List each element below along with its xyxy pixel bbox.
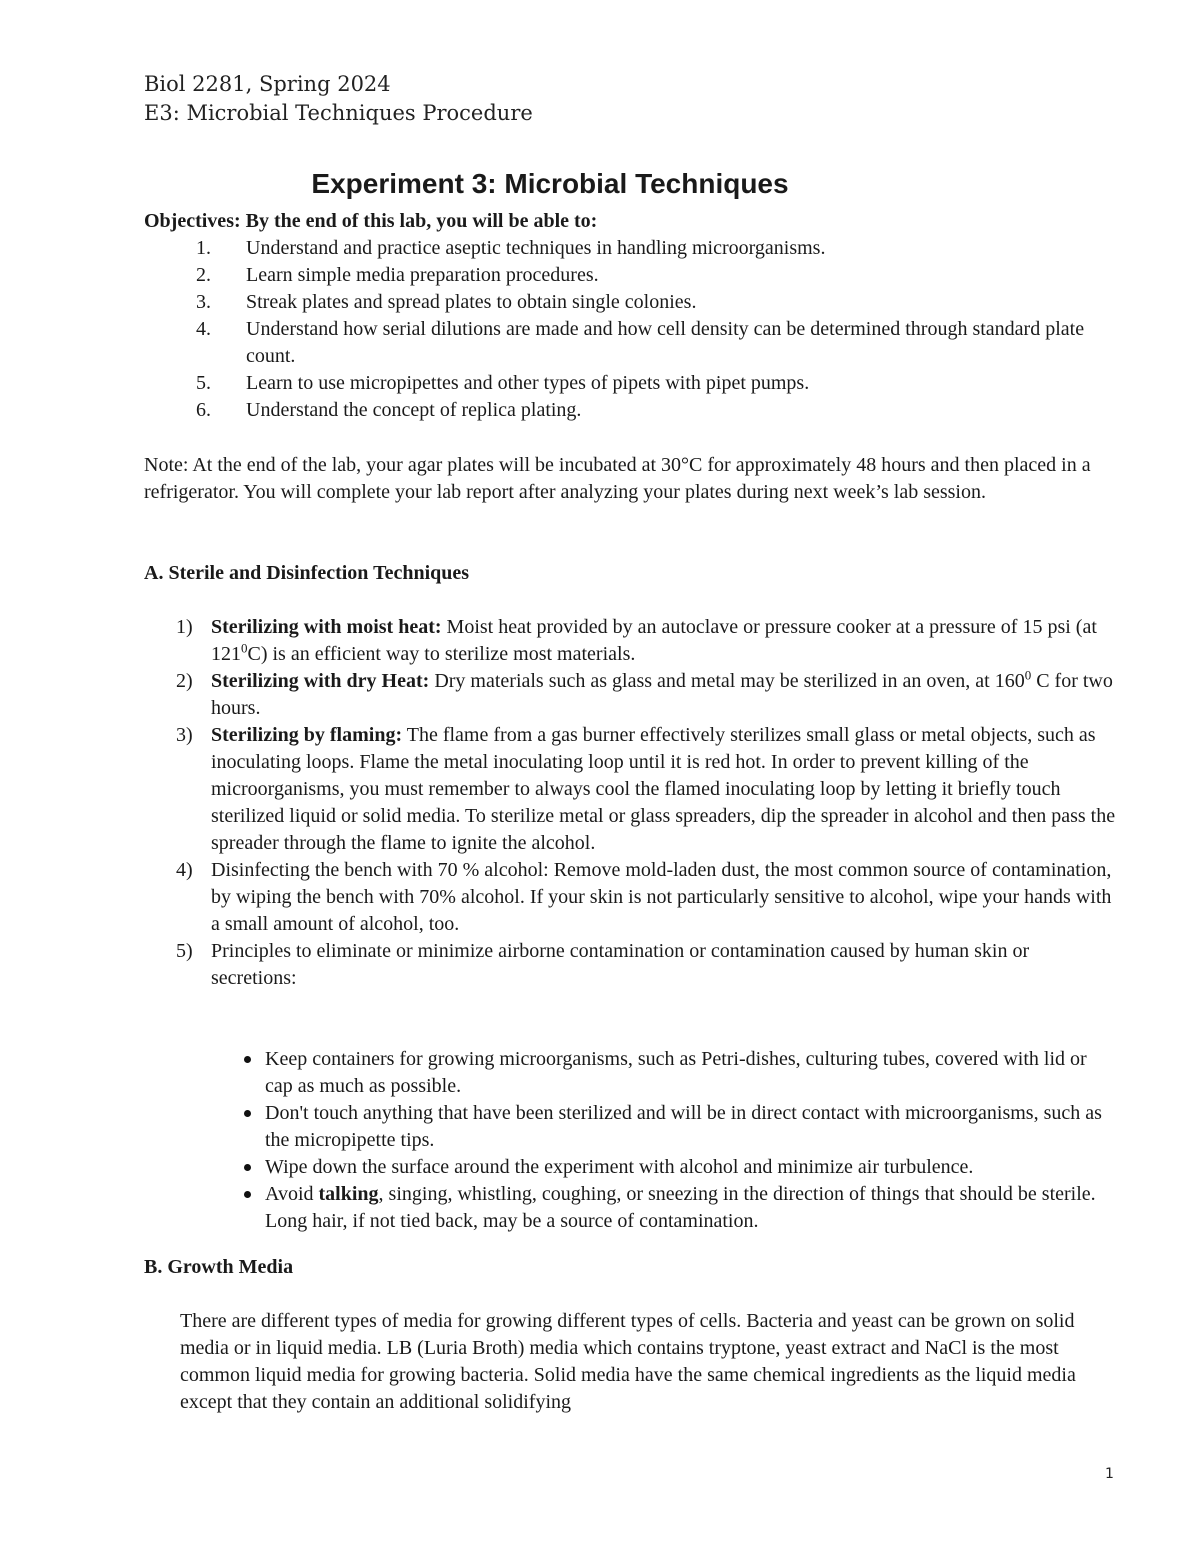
item-label: Sterilizing with dry Heat: [211,670,430,692]
item-number: 3. [196,291,211,313]
list-item [196,262,1116,289]
course-line: Biol 2281, Spring 2024 [144,72,391,96]
item-text: Principles to eliminate or minimize airborne contamination or contamination caused by human skin or secretions: [211,940,1030,989]
item-label: Sterilizing with moist heat: [211,616,442,638]
section-b-heading: B. Growth Media [144,1256,294,1278]
bullet-item [240,1046,1110,1100]
bullet-item [240,1100,1110,1154]
contamination-bullets [240,1046,1110,1235]
item-text: Streak plates and spread plates to obtain single colonies. [246,291,697,313]
item-text: Dry materials such as glass and metal may be sterilized in an oven, at 160 [429,670,1025,692]
item-number: 2. [196,264,211,286]
list-item [196,316,1116,370]
section-a-heading: A. Sterile and Disinfection Techniques [144,562,470,584]
item-text: Wipe down the surface around the experiment with alcohol and minimize air turbulence. [265,1156,974,1178]
bullet-item [240,1154,1110,1181]
bullet-icon [244,1056,251,1063]
experiment-line: E3: Microbial Techniques Procedure [144,101,533,125]
list-item [196,235,1116,262]
bullet-icon [244,1191,251,1198]
item-text: Disinfecting the bench with 70 % alcohol: Remove mold-laden dust, the most common source of contamination, by wiping the bench with 70% alcohol. If your skin is not particularly sensitive to alcohol, wipe your hands with a small amount of alcohol, too. [211,859,1112,935]
list-item [176,857,1116,938]
item-number: 5) [176,940,193,962]
list-item [176,722,1116,857]
item-text: Understand and practice aseptic techniques in handling microorganisms. [246,237,826,259]
item-text: The flame from a gas burner effectively sterilizes small glass or metal objects, such as inoculating loops. Flame the metal inoculating loop until it is red hot. In order to prevent killing of the microorganisms, you must remember to always cool the flamed inoculating loop by letting it briefly touch sterilized liquid or solid media. To sterilize metal or glass spreaders, dip the spreader in alcohol and then pass the spreader through the flame to ignite the alcohol. [211,724,1116,854]
bullet-icon [244,1164,251,1171]
item-number: 6. [196,399,211,421]
growth-media-paragraph: There are different types of media for growing different types of cells. Bacteria and yeast can be grown on solid media or in liquid media. LB (Luria Broth) media which contains tryptone, yeast extract and NaCl is the most common liquid media for growing bacteria. Solid media have the same chemical ingredients as the liquid media except that they contain an additional solidifying [180,1310,1076,1413]
bullet-item [240,1181,1110,1235]
list-item [176,614,1116,668]
item-number: 5. [196,372,211,394]
list-item [196,370,1116,397]
item-text: Understand the concept of replica plating. [246,399,582,421]
page-header [144,70,533,128]
objectives-heading: Objectives: By the end of this lab, you will be able to: [144,210,598,232]
item-number: 2) [176,670,193,692]
item-text: Learn to use micropipettes and other types of pipets with pipet pumps. [246,372,810,394]
item-number: 1) [176,616,193,638]
list-item [196,289,1116,316]
list-item [196,397,1116,424]
item-text: , singing, whistling, coughing, or sneezing in the direction of things that should be sterile. Long hair, if not tied back, may be a source of contamination. [265,1183,1096,1232]
superscript: 0 [1024,667,1032,683]
item-number: 4) [176,859,193,881]
emphasis: talking [318,1183,379,1205]
item-text: Learn simple media preparation procedures. [246,264,599,286]
page-title: Experiment 3: Microbial Techniques [311,168,789,199]
list-item [176,668,1116,722]
item-text: Keep containers for growing microorganisms, such as Petri-dishes, culturing tubes, covered with lid or cap as much as possible. [265,1048,1087,1097]
item-label: Sterilizing by flaming: [211,724,403,746]
item-text: Understand how serial dilutions are made and how cell density can be determined through standard plate count. [246,318,1085,367]
item-text: Don't touch anything that have been sterilized and will be in direct contact with microorganisms, such as the micropipette tips. [265,1102,1102,1151]
list-item [176,938,1116,992]
note-paragraph: Note: At the end of the lab, your agar plates will be incubated at 30°C for approximately 48 hours and then placed in a refrigerator. You will complete your lab report after analyzing your plates during next week’s lab session. [144,454,1091,503]
bullet-icon [244,1110,251,1117]
item-text: C for two hours. [211,670,1113,719]
item-number: 3) [176,724,193,746]
item-number: 1. [196,237,211,259]
superscript: 0 [241,640,248,656]
page-number: 1 [1105,1466,1114,1482]
sterilization-list [176,614,1116,992]
item-number: 4. [196,318,211,340]
item-text: C) is an efficient way to sterilize most materials. [247,643,636,665]
objectives-list [196,235,1116,424]
item-text: Avoid [265,1183,319,1205]
item-text: Moist heat provided by an autoclave or pressure cooker at a pressure of 15 psi (at 121 [211,616,1097,665]
